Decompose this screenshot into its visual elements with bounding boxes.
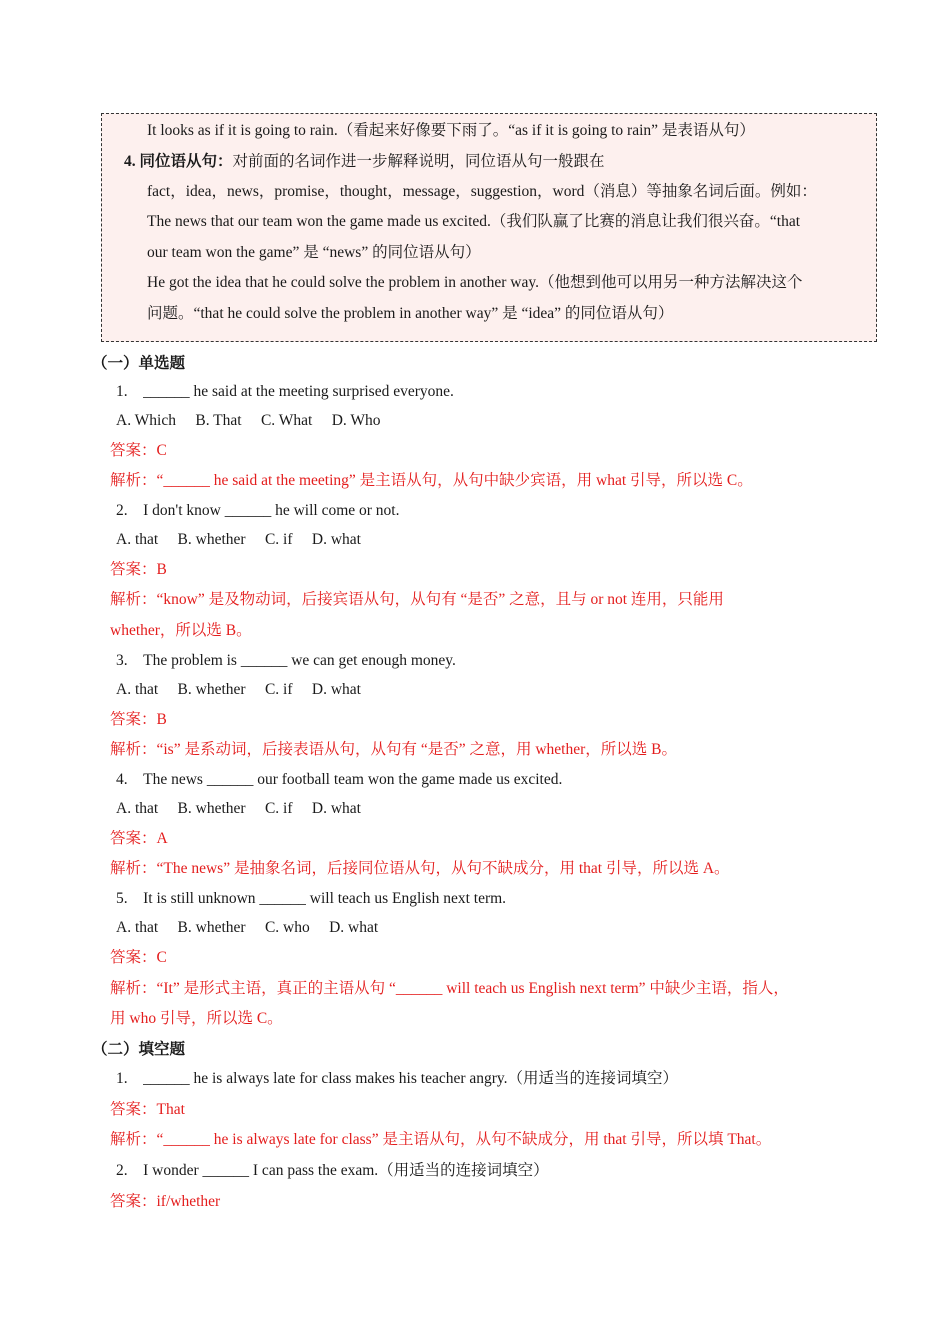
section-title-single-choice: （一）单选题 [92, 355, 186, 372]
answer: 答案：A [110, 830, 168, 847]
appositive-clause-label: 4. 同位语从句： [124, 153, 233, 170]
answer: 答案：That [110, 1101, 185, 1118]
appositive-clause-text: 对前面的名词作进一步解释说明，同位语从句一般跟在 [232, 153, 605, 170]
question-stem: 5. It is still unknown ______ will teach us English next term. [116, 890, 507, 907]
question-stem: 3. The problem is ______ we can get enough money. [116, 652, 456, 669]
answer: 答案：B [110, 711, 167, 728]
note-line-5: our team won the game” 是 “news” 的同位语从句） [147, 244, 481, 261]
note-line-3: fact，idea，news，promise，thought，message，suggestion，word（消息）等抽象名词后面。例如： [147, 183, 817, 200]
analysis: 解析：“______ he is always late for class” 是主语从句，从句不缺成分，用 that 引导，所以填 That。 [110, 1131, 772, 1148]
analysis-continued: whether，所以选 B。 [110, 622, 252, 639]
analysis: 解析：“know” 是及物动词，后接宾语从句，从句有 “是否” 之意，且与 or not 连用，只能用 [110, 591, 724, 608]
analysis: 解析：“is” 是系动词，后接表语从句，从句有 “是否” 之意，用 whether，所以选 B。 [110, 741, 677, 758]
question-options: A. that B. whether C. if D. what [116, 681, 361, 698]
note-line-7: 问题。“that he could solve the problem in another way” 是 “idea” 的同位语从句） [147, 305, 674, 322]
analysis: 解析：“It” 是形式主语，真正的主语从句 “______ will teach us English next term” 中缺少主语，指人， [110, 980, 789, 997]
analysis: 解析：“______ he said at the meeting” 是主语从句，从句中缺少宾语，用 what 引导，所以选 C。 [110, 472, 753, 489]
question-stem: 4. The news ______ our football team won the game made us excited. [116, 771, 563, 788]
analysis-continued: 用 who 引导，所以选 C。 [110, 1010, 283, 1027]
question-stem: 1. ______ he is always late for class makes his teacher angry.（用适当的连接词填空） [116, 1070, 679, 1087]
section-title-fill-blank: （二）填空题 [92, 1041, 186, 1058]
answer: 答案：B [110, 561, 167, 578]
question-options: A. that B. whether C. if D. what [116, 531, 361, 548]
note-line-2 [124, 152, 605, 172]
note-line-6: He got the idea that he could solve the problem in another way.（他想到他可以用另一种方法解决这个 [147, 274, 803, 291]
question-stem: 2. I wonder ______ I can pass the exam.（用适当的连接词填空） [116, 1162, 549, 1179]
answer: 答案：if/whether [110, 1193, 221, 1210]
question-options: A. that B. whether C. if D. what [116, 800, 361, 817]
question-stem: 2. I don't know ______ he will come or not. [116, 502, 400, 519]
note-line-1: It looks as if it is going to rain.（看起来好像要下雨了。“as if it is going to rain” 是表语从句） [147, 122, 755, 139]
answer: 答案：C [110, 949, 167, 966]
note-line-4: The news that our team won the game made us excited.（我们队赢了比赛的消息让我们很兴奋。“that [147, 213, 801, 230]
analysis: 解析：“The news” 是抽象名词，后接同位语从句，从句不缺成分，用 that 引导，所以选 A。 [110, 860, 730, 877]
question-options: A. that B. whether C. who D. what [116, 919, 379, 936]
question-stem: 1. ______ he said at the meeting surprised everyone. [116, 383, 454, 400]
answer: 答案：C [110, 442, 167, 459]
question-options: A. Which B. That C. What D. Who [116, 412, 381, 429]
